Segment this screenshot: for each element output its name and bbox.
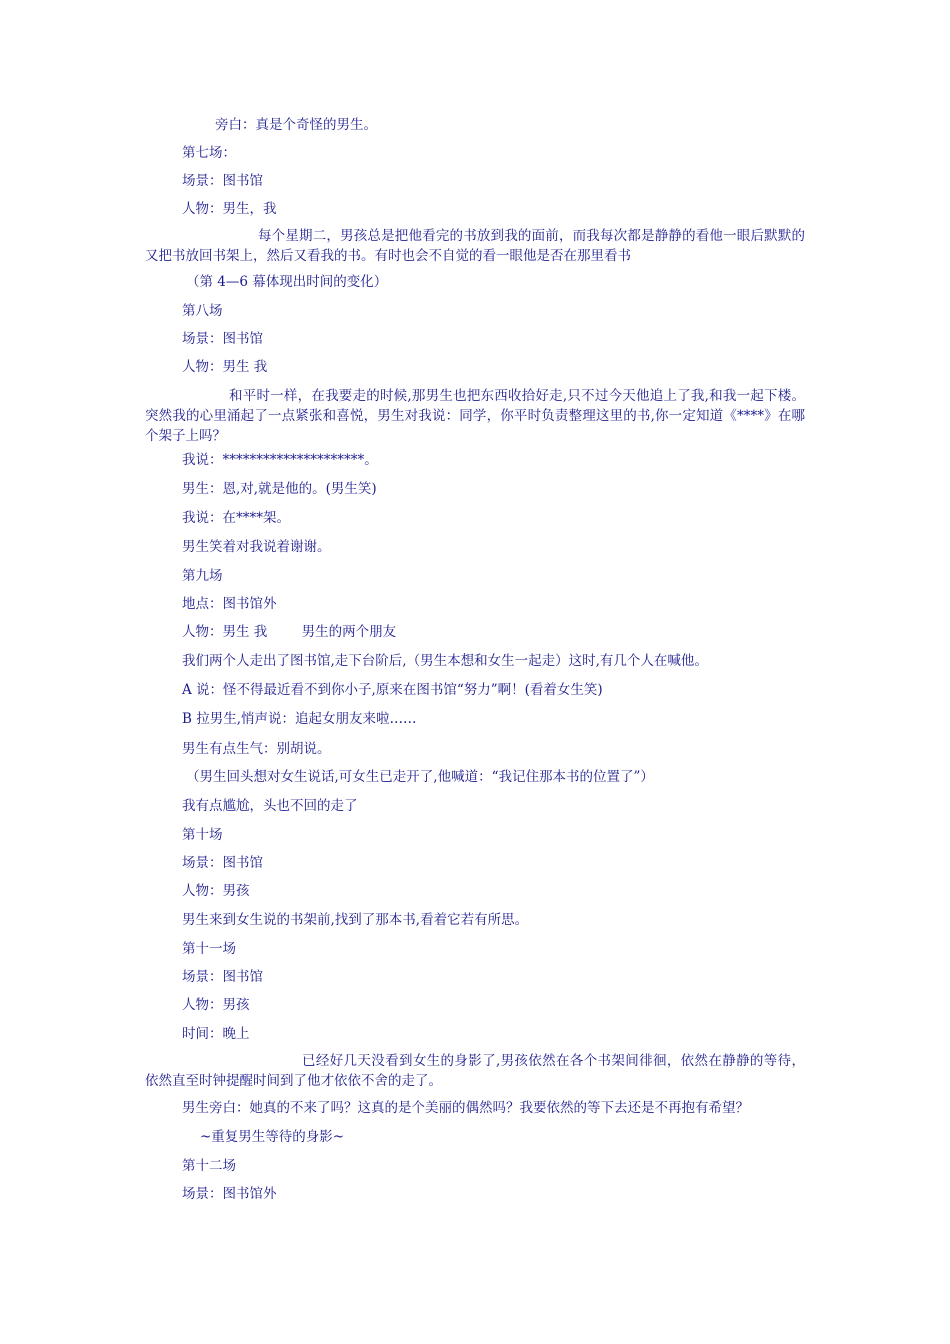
scene-characters: 人物：男孩 (182, 883, 250, 899)
scene-location: 地点：图书馆外 (182, 596, 277, 612)
scene-characters: 人物：男孩 (182, 997, 250, 1013)
narration-line: 我有点尴尬，头也不回的走了 (182, 798, 358, 814)
scene-heading-9: 第九场 (182, 568, 223, 584)
scene-setting: 场景：图书馆外 (182, 1186, 277, 1202)
scene-heading-7: 第七场： (182, 145, 236, 161)
dialogue-line: 男生有点生气：别胡说。 (182, 741, 331, 757)
narration-line: 我们两个人走出了图书馆,走下台阶后,（男生本想和女生一起走）这时,有几个人在喊他。 (182, 653, 708, 669)
narration-line: 男生来到女生说的书架前,找到了那本书,看着它若有所思。 (182, 912, 529, 928)
stage-note: （男生回头想对女生说话,可女生已走开了,他喊道：“我记住那本书的位置了”） (186, 769, 654, 785)
narration-line: 旁白：真是个奇怪的男生。 (215, 117, 377, 133)
scene-setting: 场景：图书馆 (182, 331, 263, 347)
scene-characters: 人物：男生 我 男生的两个朋友 (182, 624, 397, 640)
scene-setting: 场景：图书馆 (182, 855, 263, 871)
scene-setting: 场景：图书馆 (182, 969, 263, 985)
voiceover-line: 男生旁白：她真的不来了吗？这真的是个美丽的偶然吗？我要依然的等下去还是不再抱有希望？ (182, 1100, 749, 1116)
stage-note: （第 4—6 幕体现出时间的变化） (186, 274, 388, 290)
scene-heading-8: 第八场 (182, 303, 223, 319)
scene-characters: 人物：男生 我 (182, 359, 268, 375)
scene-heading-12: 第十二场 (182, 1158, 236, 1174)
scene-characters: 人物：男生，我 (182, 201, 277, 217)
scene-setting: 场景：图书馆 (182, 173, 263, 189)
paragraph: 已经好几天没看到女生的身影了,男孩依然在各个书架间徘徊，依然在静静的等待，依然直至时钟提醒时间到了他才依依不舍的走了。 (145, 1053, 805, 1089)
dialogue-line: 男生：恩,对,就是他的。(男生笑) (182, 481, 377, 497)
dialogue-line: 我说：在****架。 (182, 510, 290, 526)
dialogue-line: B 拉男生,悄声说：追起女朋友来啦…… (182, 711, 417, 727)
scene-heading-11: 第十一场 (182, 941, 236, 957)
scene-time: 时间：晚上 (182, 1026, 250, 1042)
stage-note: ~重复男生等待的身影~ (200, 1129, 345, 1145)
paragraph: 每个星期二，男孩总是把他看完的书放到我的面前，而我每次都是静静的看他一眼后默默的又把书放回书架上，然后又看我的书。有时也会不自觉的看一眼他是否在那里看书 (145, 228, 805, 264)
paragraph: 和平时一样，在我要走的时候,那男生也把东西收拾好走,只不过今天他追上了我,和我一起下楼。突然我的心里涌起了一点紧张和喜悦，男生对我说：同学，你平时负责整理这里的书,你一定知道《****》在哪个架子上吗？ (145, 388, 805, 444)
dialogue-line: 男生笑着对我说着谢谢。 (182, 539, 331, 555)
scene-heading-10: 第十场 (182, 827, 223, 843)
dialogue-line: A 说：怪不得最近看不到你小子,原来在图书馆“努力”啊！(看着女生笑) (182, 682, 603, 698)
dialogue-line: 我说：*********************。 (182, 452, 378, 468)
